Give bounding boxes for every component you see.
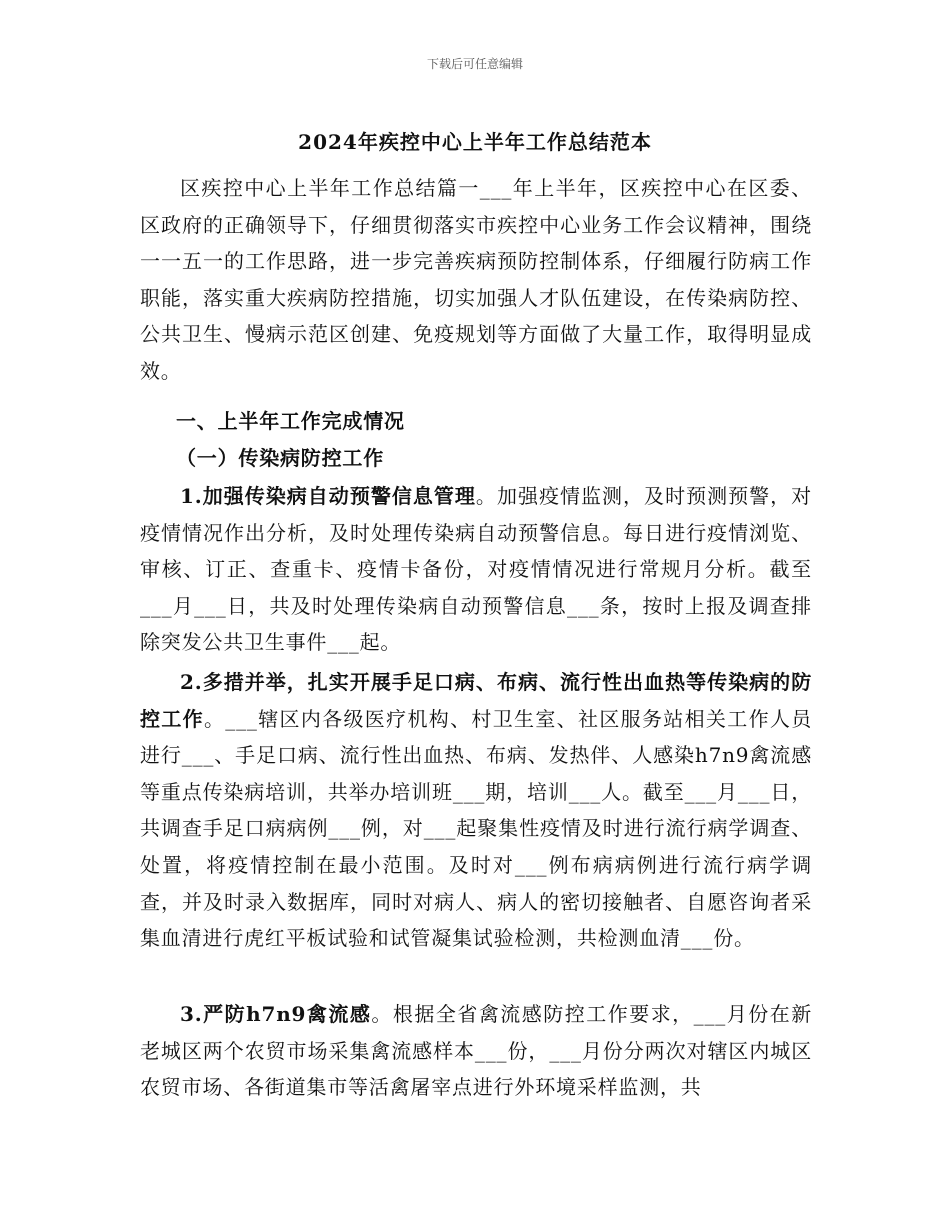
- section-heading: 一、上半年工作完成情况: [176, 409, 405, 433]
- paragraph-2: [140, 664, 812, 957]
- paragraph-text: 。根据全省禽流感防控工作要求，___月份在新老城区两个农贸市场采集禽流感样本___份，___月份分两次对辖区内城区农贸市场、各街道集市等活禽屠宰点进行外环境采样监测，共: [140, 1002, 812, 1100]
- paragraph-3: [140, 996, 812, 1106]
- paragraph-1: [140, 478, 812, 661]
- paragraph-lead: 1.加强传染病自动预警信息管理: [180, 484, 476, 508]
- header-note: 下载后可任意编辑: [426, 57, 523, 71]
- intro-text: 区疾控中心上半年工作总结篇一___年上半年，区疾控中心在区委、区政府的正确领导下，仔细贯彻落实市疾控中心业务工作会议精神，围绕一一五一的工作思路，进一步完善疾病预防控制体系，仔细履行防病工作职能，落实重大疾病防控措施，切实加强人才队伍建设，在传染病防控、公共卫生、慢病示范区创建、免疫规划等方面做了大量工作，取得明显成效。: [140, 176, 812, 383]
- paragraph-text: 。___辖区内各级医疗机构、村卫生室、社区服务站相关工作人员进行___、手足口病、流行性出血热、布病、发热伴、人感染h7n9禽流感等重点传染病培训，共举办培训班___期，培训___人。截至___月___日，共调查手足口病病例___例，对___起聚集性疫情及时进行流行病学调查、处置，将疫情控制在最小范围。及时对___例布病病例进行流行病学调查，并及时录入数据库，同时对病人、病人的密切接触者、自愿咨询者采集血清进行虎红平板试验和试管凝集试验检测，共检测血清___份。: [140, 706, 813, 951]
- intro-paragraph: [140, 170, 812, 390]
- subsection-heading: （一）传染病防控工作: [176, 446, 384, 470]
- document-title: 2024年疾控中心上半年工作总结范本: [298, 130, 652, 154]
- paragraph-lead: 2.多措并举，扎实开展手足口病、布病、流行性出血热等传染病的防控工作: [140, 670, 812, 731]
- paragraph-lead: 3.严防h7n9禽流感: [180, 1002, 372, 1026]
- paragraph-text: 。加强疫情监测，及时预测预警，对疫情情况作出分析，及时处理传染病自动预警信息。每日进行疫情浏览、审核、订正、查重卡、疫情卡备份，对疫情情况进行常规月分析。截至___月___日，共及时处理传染病自动预警信息___条，按时上报及调查排除突发公共卫生事件___起。: [140, 484, 812, 655]
